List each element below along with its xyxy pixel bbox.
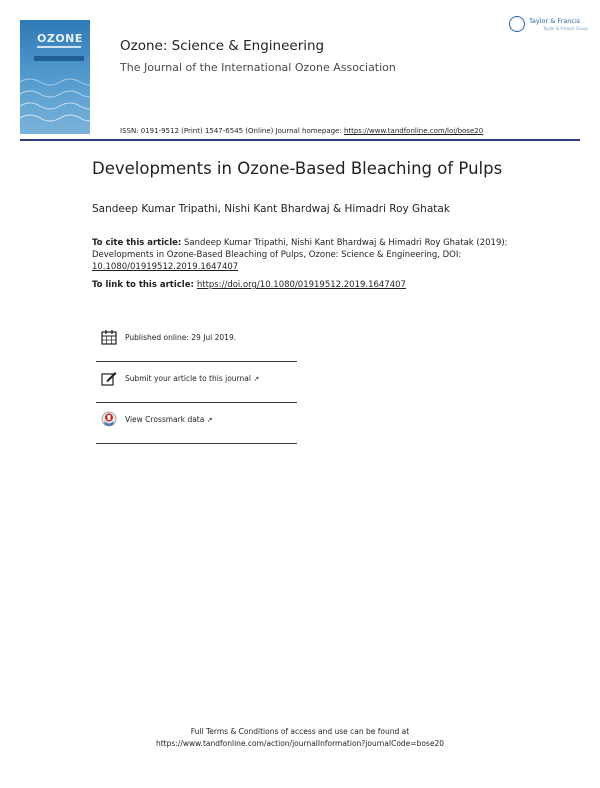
publisher-logo-icon xyxy=(509,16,525,32)
edit-icon xyxy=(101,370,117,386)
published-online-item xyxy=(96,321,297,362)
cite-text: Sandeep Kumar Tripathi, Nishi Kant Bhardwaj & Himadri Roy Ghatak (2019): Developments in Ozone-Based Bleaching of Pulps, Ozone: Science & Engineering, DOI: xyxy=(92,238,508,260)
header-divider xyxy=(20,139,580,141)
cover-wave-art xyxy=(20,72,90,134)
link-label: To link to this article: xyxy=(92,280,197,290)
crossmark-link[interactable] xyxy=(125,415,213,424)
issn-line xyxy=(120,127,483,135)
issn-text: ISSN: 0191-9512 (Print) 1547-6545 (Online) Journal homepage: xyxy=(120,127,344,135)
journal-subtitle: The Journal of the International Ozone Association xyxy=(120,61,396,74)
submit-article-item[interactable] xyxy=(96,362,297,403)
publisher-name: Taylor & Francis xyxy=(529,17,581,25)
journal-title: Ozone: Science & Engineering xyxy=(120,38,325,54)
article-authors: Sandeep Kumar Tripathi, Nishi Kant Bhardwaj & Himadri Roy Ghatak xyxy=(92,203,450,215)
crossmark-item[interactable] xyxy=(96,403,297,444)
cover-logo: OZONE xyxy=(37,32,83,45)
crossmark-label: View Crossmark data xyxy=(125,415,205,424)
footer-terms: Full Terms & Conditions of access and use can be found at xyxy=(190,727,410,736)
footer-terms-link[interactable]: https://www.tandfonline.com/action/journalInformation?journalCode=bose20 xyxy=(155,739,444,748)
calendar-icon xyxy=(101,329,117,345)
cover-subtitle-rule xyxy=(37,46,81,48)
citation-block xyxy=(92,237,512,273)
external-link-icon: ↗ xyxy=(206,416,213,424)
crossmark-icon xyxy=(101,411,117,427)
link-to-article xyxy=(92,280,406,290)
publisher-logo[interactable] xyxy=(509,16,588,38)
doi-link[interactable]: https://doi.org/10.1080/01919512.2019.1647407 xyxy=(196,280,406,290)
journal-homepage-link[interactable]: https://www.tandfonline.com/loi/bose20 xyxy=(343,127,484,135)
cover-band xyxy=(34,56,84,61)
journal-cover-image xyxy=(20,20,90,134)
cite-label: To cite this article: xyxy=(92,238,182,248)
published-date: Published online: 29 Jul 2019. xyxy=(125,333,237,342)
article-title: Developments in Ozone-Based Bleaching of Pulps xyxy=(92,159,503,178)
external-link-icon: ↗ xyxy=(253,375,260,383)
cite-doi-link[interactable]: 10.1080/01919512.2019.1647407 xyxy=(92,262,239,272)
submit-article-link[interactable] xyxy=(125,374,259,383)
publisher-tagline: Taylor & Francis Group xyxy=(543,26,588,31)
submit-article-label: Submit your article to this journal xyxy=(125,374,251,383)
